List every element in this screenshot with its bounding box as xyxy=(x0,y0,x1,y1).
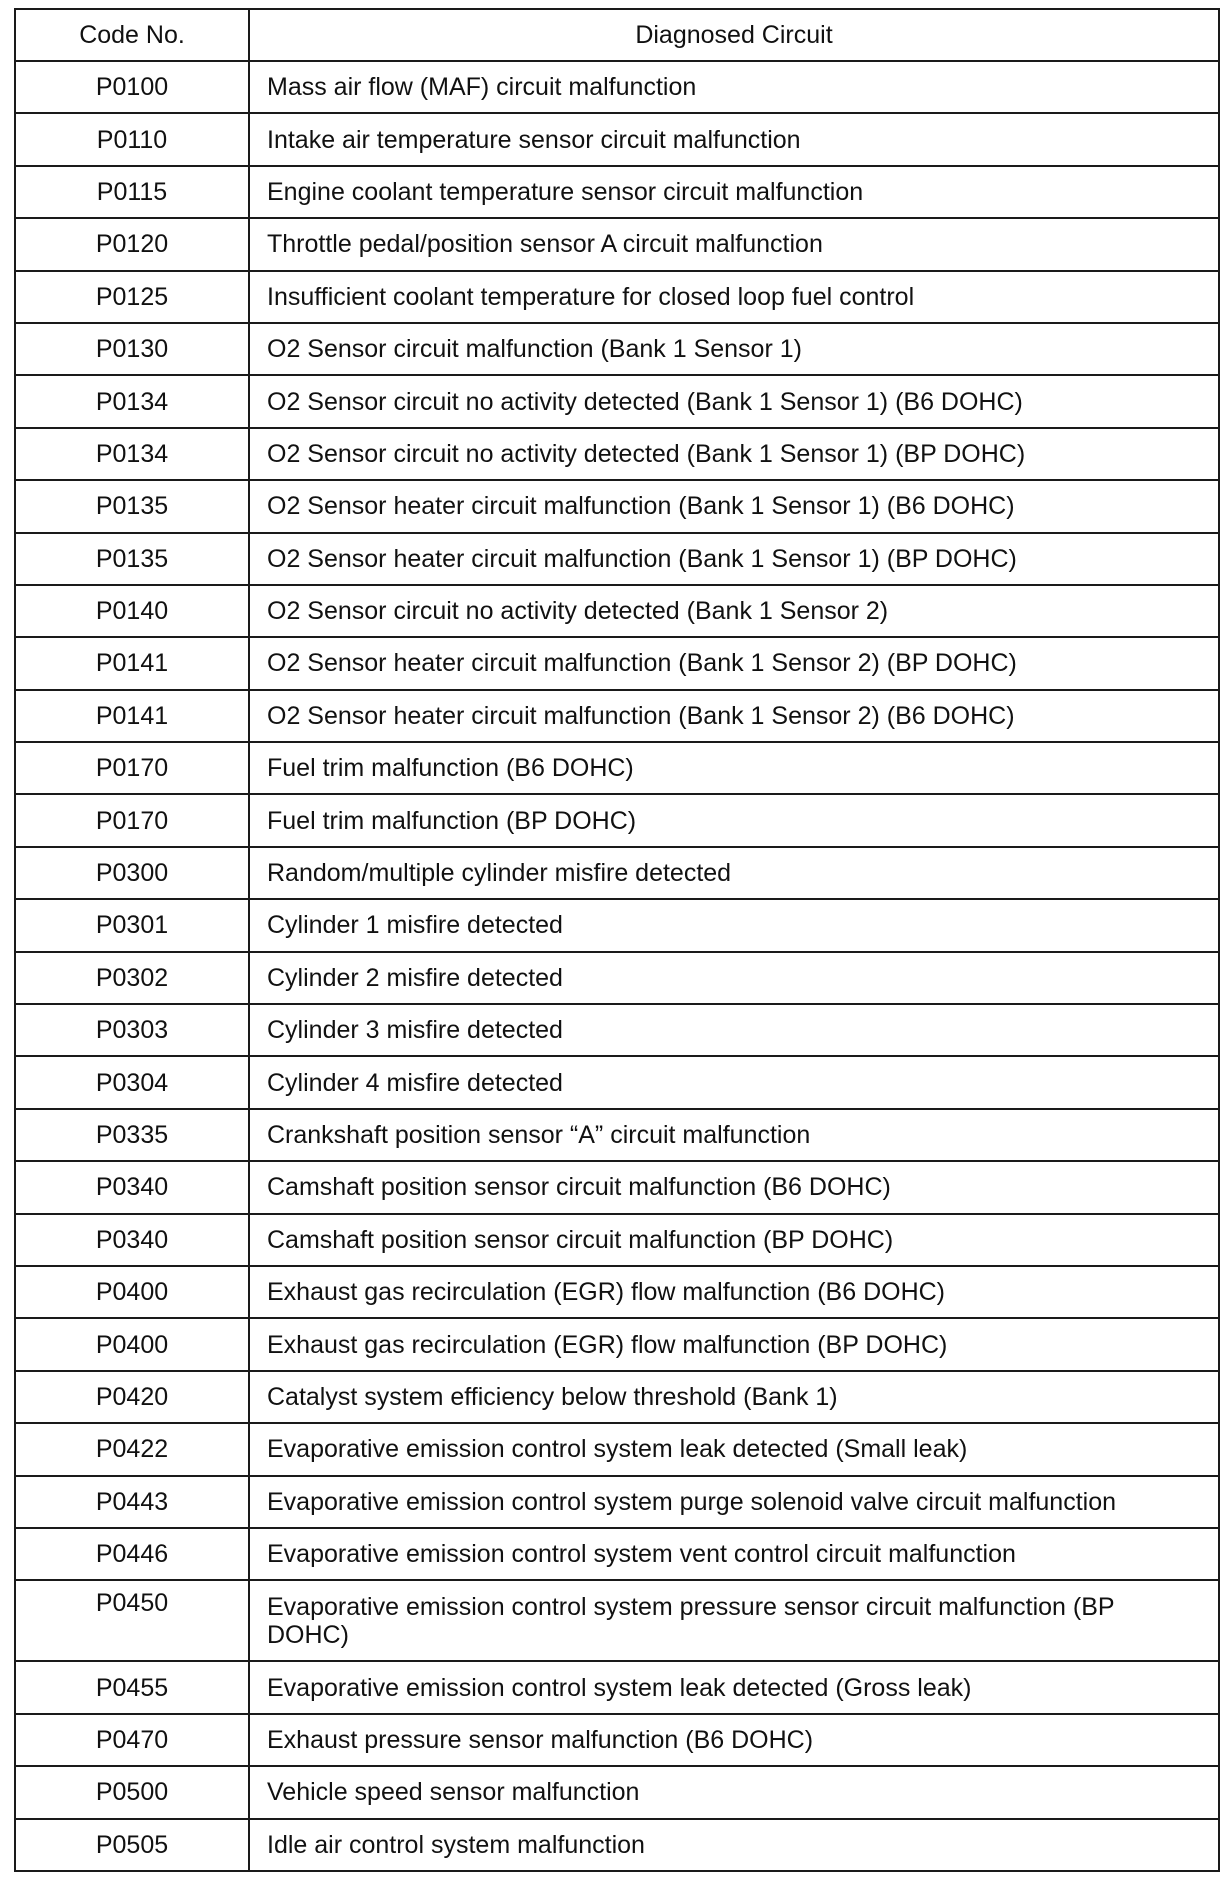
table-row xyxy=(15,1476,1219,1528)
circuit-cell: O2 Sensor circuit no activity detected (Bank 1 Sensor 2) xyxy=(249,585,1219,637)
code-cell: P0140 xyxy=(15,585,249,637)
circuit-cell: O2 Sensor heater circuit malfunction (Bank 1 Sensor 1) (B6 DOHC) xyxy=(249,480,1219,532)
table-row xyxy=(15,690,1219,742)
code-cell: P0141 xyxy=(15,637,249,689)
circuit-cell: Fuel trim malfunction (B6 DOHC) xyxy=(249,742,1219,794)
table-row xyxy=(15,1714,1219,1766)
code-cell: P0304 xyxy=(15,1056,249,1108)
code-cell: P0170 xyxy=(15,742,249,794)
header-code-no: Code No. xyxy=(15,9,249,61)
table-row xyxy=(15,1214,1219,1266)
table-row xyxy=(15,1371,1219,1423)
table-header-row xyxy=(15,9,1219,61)
circuit-cell: Random/multiple cylinder misfire detected xyxy=(249,847,1219,899)
code-cell: P0302 xyxy=(15,952,249,1004)
code-cell: P0420 xyxy=(15,1371,249,1423)
code-cell: P0134 xyxy=(15,428,249,480)
table-row xyxy=(15,637,1219,689)
circuit-cell: Evaporative emission control system vent control circuit malfunction xyxy=(249,1528,1219,1580)
circuit-cell: Throttle pedal/position sensor A circuit malfunction xyxy=(249,218,1219,270)
circuit-cell: Insufficient coolant temperature for closed loop fuel control xyxy=(249,271,1219,323)
circuit-cell: Evaporative emission control system pressure sensor circuit malfunction (BP DOHC) xyxy=(249,1580,1219,1661)
table-row xyxy=(15,375,1219,427)
table-row xyxy=(15,1056,1219,1108)
circuit-cell: O2 Sensor circuit no activity detected (Bank 1 Sensor 1) (B6 DOHC) xyxy=(249,375,1219,427)
table-row xyxy=(15,1580,1219,1661)
code-cell: P0100 xyxy=(15,61,249,113)
code-cell: P0303 xyxy=(15,1004,249,1056)
table-body xyxy=(15,61,1219,1871)
code-cell: P0400 xyxy=(15,1266,249,1318)
code-cell: P0470 xyxy=(15,1714,249,1766)
code-cell: P0340 xyxy=(15,1161,249,1213)
table-row xyxy=(15,1766,1219,1818)
table-row xyxy=(15,742,1219,794)
code-cell: P0301 xyxy=(15,899,249,951)
code-cell: P0450 xyxy=(15,1580,249,1661)
table-row xyxy=(15,480,1219,532)
table-row xyxy=(15,533,1219,585)
dtc-table xyxy=(14,8,1220,1872)
table-row xyxy=(15,166,1219,218)
circuit-cell: Camshaft position sensor circuit malfunction (B6 DOHC) xyxy=(249,1161,1219,1213)
code-cell: P0335 xyxy=(15,1109,249,1161)
circuit-cell: Mass air flow (MAF) circuit malfunction xyxy=(249,61,1219,113)
circuit-cell: Evaporative emission control system purge solenoid valve circuit malfunction xyxy=(249,1476,1219,1528)
table-row xyxy=(15,585,1219,637)
code-cell: P0300 xyxy=(15,847,249,899)
table-row xyxy=(15,1266,1219,1318)
table-row xyxy=(15,428,1219,480)
table-row xyxy=(15,1109,1219,1161)
circuit-cell: Evaporative emission control system leak detected (Gross leak) xyxy=(249,1661,1219,1713)
table-row xyxy=(15,1318,1219,1370)
circuit-cell: Exhaust gas recirculation (EGR) flow malfunction (BP DOHC) xyxy=(249,1318,1219,1370)
code-cell: P0400 xyxy=(15,1318,249,1370)
circuit-cell: Fuel trim malfunction (BP DOHC) xyxy=(249,794,1219,846)
circuit-cell: Intake air temperature sensor circuit malfunction xyxy=(249,113,1219,165)
table-row xyxy=(15,218,1219,270)
circuit-cell: Cylinder 3 misfire detected xyxy=(249,1004,1219,1056)
circuit-cell: O2 Sensor circuit no activity detected (Bank 1 Sensor 1) (BP DOHC) xyxy=(249,428,1219,480)
circuit-cell: Exhaust gas recirculation (EGR) flow malfunction (B6 DOHC) xyxy=(249,1266,1219,1318)
table-row xyxy=(15,271,1219,323)
code-cell: P0130 xyxy=(15,323,249,375)
circuit-cell: Cylinder 2 misfire detected xyxy=(249,952,1219,1004)
table-row xyxy=(15,794,1219,846)
dtc-table-container xyxy=(14,8,1218,1872)
table-row xyxy=(15,1161,1219,1213)
circuit-cell: O2 Sensor heater circuit malfunction (Bank 1 Sensor 2) (BP DOHC) xyxy=(249,637,1219,689)
code-cell: P0141 xyxy=(15,690,249,742)
table-row xyxy=(15,323,1219,375)
circuit-cell: Camshaft position sensor circuit malfunction (BP DOHC) xyxy=(249,1214,1219,1266)
circuit-cell: Catalyst system efficiency below threshold (Bank 1) xyxy=(249,1371,1219,1423)
code-cell: P0135 xyxy=(15,480,249,532)
code-cell: P0446 xyxy=(15,1528,249,1580)
circuit-cell: Vehicle speed sensor malfunction xyxy=(249,1766,1219,1818)
table-row xyxy=(15,847,1219,899)
code-cell: P0500 xyxy=(15,1766,249,1818)
table-row xyxy=(15,952,1219,1004)
code-cell: P0455 xyxy=(15,1661,249,1713)
circuit-cell: Cylinder 4 misfire detected xyxy=(249,1056,1219,1108)
code-cell: P0120 xyxy=(15,218,249,270)
table-row xyxy=(15,1819,1219,1871)
code-cell: P0340 xyxy=(15,1214,249,1266)
circuit-cell: Evaporative emission control system leak detected (Small leak) xyxy=(249,1423,1219,1475)
code-cell: P0115 xyxy=(15,166,249,218)
circuit-cell: O2 Sensor circuit malfunction (Bank 1 Sensor 1) xyxy=(249,323,1219,375)
table-row xyxy=(15,1423,1219,1475)
code-cell: P0125 xyxy=(15,271,249,323)
header-diagnosed-circuit: Diagnosed Circuit xyxy=(249,9,1219,61)
circuit-cell: O2 Sensor heater circuit malfunction (Bank 1 Sensor 1) (BP DOHC) xyxy=(249,533,1219,585)
circuit-cell: Crankshaft position sensor “A” circuit malfunction xyxy=(249,1109,1219,1161)
table-row xyxy=(15,1661,1219,1713)
code-cell: P0110 xyxy=(15,113,249,165)
code-cell: P0505 xyxy=(15,1819,249,1871)
code-cell: P0170 xyxy=(15,794,249,846)
table-row xyxy=(15,61,1219,113)
code-cell: P0134 xyxy=(15,375,249,427)
table-row xyxy=(15,899,1219,951)
table-row xyxy=(15,113,1219,165)
circuit-cell: Engine coolant temperature sensor circuit malfunction xyxy=(249,166,1219,218)
table-row xyxy=(15,1528,1219,1580)
code-cell: P0422 xyxy=(15,1423,249,1475)
code-cell: P0443 xyxy=(15,1476,249,1528)
circuit-cell: Cylinder 1 misfire detected xyxy=(249,899,1219,951)
circuit-cell: O2 Sensor heater circuit malfunction (Bank 1 Sensor 2) (B6 DOHC) xyxy=(249,690,1219,742)
circuit-cell: Exhaust pressure sensor malfunction (B6 DOHC) xyxy=(249,1714,1219,1766)
table-row xyxy=(15,1004,1219,1056)
circuit-cell: Idle air control system malfunction xyxy=(249,1819,1219,1871)
code-cell: P0135 xyxy=(15,533,249,585)
